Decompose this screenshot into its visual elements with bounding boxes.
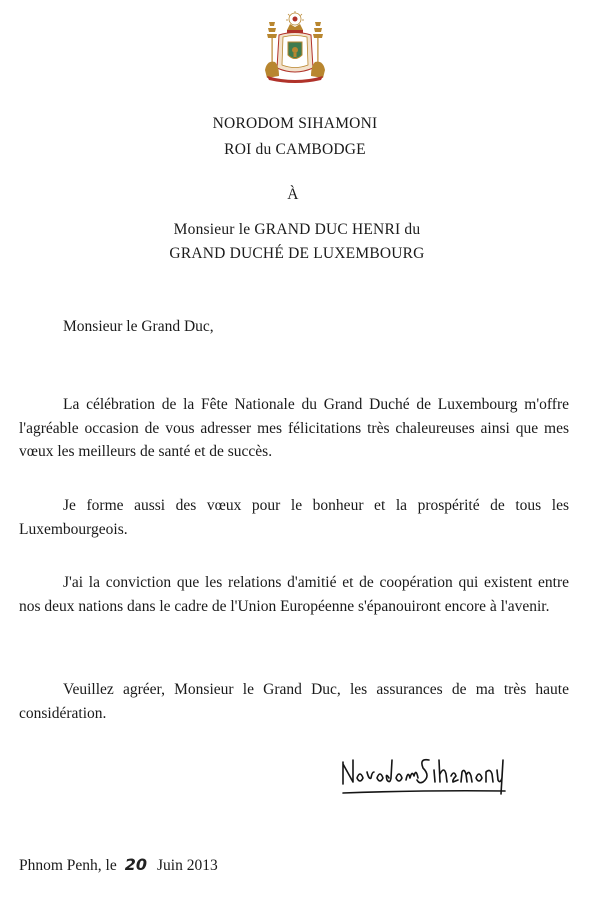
sender-title: ROI du CAMBODGE [224, 141, 366, 158]
paragraph-wishes: Je forme aussi des vœux pour le bonheur et la prospérité de tous les Luxembourgeois. [19, 497, 569, 538]
place-and-date [19, 855, 218, 875]
sender-name: NORODOM SIHAMONI [212, 115, 378, 132]
paragraph-relations: J'ai la conviction que les relations d'amitié et de coopération qui existent entre nos deux nations dans le cadre de l'Union Européenne s'épanouiront encore à l'avenir. [19, 574, 569, 615]
recipient-line-1: Monsieur le GRAND DUC HENRI du [173, 221, 421, 238]
royal-coat-of-arms-icon [257, 10, 333, 86]
paragraph-closing: Veuillez agréer, Monsieur le Grand Duc, les assurances de ma très haute considération. [19, 681, 569, 722]
date-day: 20 [124, 855, 148, 874]
addressee-marker: À [287, 186, 299, 203]
handwritten-signature [337, 748, 517, 798]
date-place: Phnom Penh, le [19, 857, 117, 874]
recipient-line-2: GRAND DUCHÉ DE LUXEMBOURG [169, 245, 425, 262]
paragraph-congratulations: La célébration de la Fête Nationale du Grand Duché de Luxembourg m'offre l'agréable occasion de vous adresser mes félicitations très chaleureuses ainsi que mes vœux les meilleurs de santé et de succès. [19, 396, 569, 460]
salutation: Monsieur le Grand Duc, [63, 318, 214, 335]
date-month-year: Juin 2013 [157, 857, 218, 874]
